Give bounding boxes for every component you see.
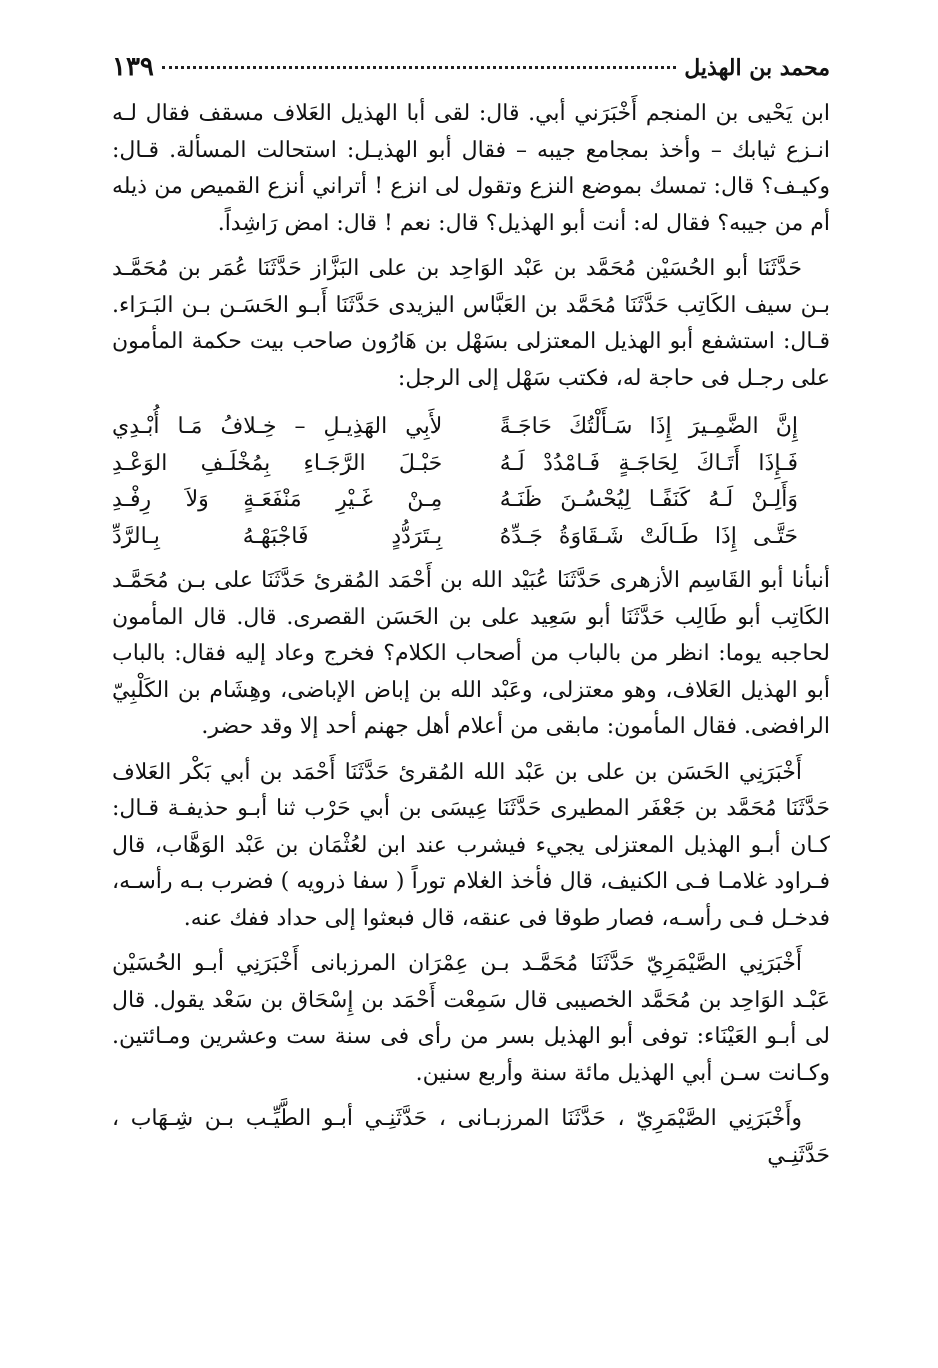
verse-first-hemistich: إِنَّ الضَّمِـيرَ إِذَا سَـأَلْتُكَ حَاجَـةً bbox=[499, 414, 798, 439]
paragraph: أَخْبَرَنِي الحَسَن بن على بن عَبْد الله المُقرئ حَدَّثَنَا أَحْمَد بن أبي بَكْر العَلاف حَدَّثَنَا مُحَمَّد بن جَعْفَر المطيرى حَدَّثَنَا عِيسَى بن أبي حَرْب ثنا أبـو حذيفـة قـال: كـان أبـو الهذيل المعتزلى يجيء فيشرب عند ابن لعُثْمَان بن عَبْد الوَهَّاب، قال فـراود غلامـا فـى الكنيف، قال فأخذ الغلام توراً ( سفا ذرويه ) فضرب بـه رأسـه، فدخـل فـى رأسـه، فصار طوقا فى عنقه، قال فبعثوا إلى حداد ففك عنه. bbox=[112, 759, 831, 931]
poem-verse bbox=[112, 482, 830, 519]
paragraph: وأَخْبَرَنِي الصَّيْمَرِيّ ، حَدَّثَنَا المرزبـانى ، حَدَّثَنِـي أبـو الطَّيِّـب بـن شِـهَاب ، حَدَّثَنِـي bbox=[112, 1106, 830, 1168]
paragraph: حَدَّثَنَا أبو الحُسَيْن مُحَمَّد بن عَبْد الوَاحِد بن على البَزَّاز حَدَّثَنَا عُمَر بن مُحَمَّـد بـن سيف الكَاتِب حَدَّثَنَا مُحَمَّد بن العَبَّاس اليزيدى حَدَّثَنَا أَبـو الحَسَـن بـن البَـرَاء. قـال: استشفع أبو الهذيل المعتزلى بسَهْل بن هَارُون صاحب بيت حكمة المأمون على رجـل فى حاجة له، فكتب سَهْل إلى الرجل: bbox=[112, 256, 830, 391]
verse-first-hemistich: حَتَّـى إِذَا طَـالَتْ شَـقَاوَةُ جَـدِّهُ bbox=[499, 523, 798, 549]
page-number: ١٣٩ bbox=[112, 52, 154, 82]
verse-second-hemistich: بِـتَرَدُّدٍ فَاجْبَهْـهُ بِـالرَّدِّ bbox=[112, 523, 443, 549]
poem-verse bbox=[112, 519, 830, 556]
paragraph: أَخْبَرَنِي الصَّيْمَرِيّ حَدَّثَنَا مُحَمَّـد بـن عِمْرَان المرزبانى أَخْبَرَنِي أبـو الحُسَيْن عَبْـد الوَاحِد بن مُحَمَّد الخصيبى قال سَمِعْت أَحْمَد بن إِسْحَاق بن سَعْد يقول. قال لى أبـو العَيْنَاء: توفى أبو الهذيل بسر من رأى فى سنة ست وعشرين ومـائتين. وكـانت سـن أبي الهذيل مائة سنة وأربع سنين. bbox=[112, 951, 830, 1086]
poem-verse bbox=[112, 409, 830, 446]
paragraph: ابن يَحْيى بن المنجم أَخْبَرَني أبي. قال: لقى أبا الهذيل العَلاف مسقف فقال لـه انـزع ثيابك – وأخذ بمجامع جيبه – فقال أبو الهذيـل: استحالت المسألة. قـال: وكيـف؟ قال: تمسك بموضع النزع وتقول لى انزع ! أتراني أنزع القميص من ذيله أم من جيبه؟ فقال له: أنت أبو الهذيل؟ قال: نعم ! قال: امض رَاشِداً. bbox=[112, 101, 830, 236]
poem-verse bbox=[112, 446, 830, 483]
verse-second-hemistich: مِـنْ غَـيْرِ مَنْفَعَـةٍ وَلاَ رِفْـدِ bbox=[112, 487, 443, 512]
verse-first-hemistich: وَأَلِـنْ لَـهُ كَنَفًـا لِيُحْسُـنَ ظَنَـهُ bbox=[499, 487, 798, 512]
paragraph: أنبأنا أبو القَاسِم الأزهرى حَدَّثَنَا عُبَيْد الله بن أَحْمَد المُقرئ حَدَّثَنَا على بـن مُحَمَّـد الكَاتِب أبو طَالِب حَدَّثَنَا أبو سَعِيد على بن الحَسَن القصرى. قال. قال المأمون لحاجبه يوما: انظر من بالباب من أصحاب الكلام؟ فخرج وعاد إليه فقال: بالباب أبو الهذيل العَلاف، وهو معتزلى، وعَبْد الله بن إباض الإباضى، وهِشَام بن الكَلْبِيّ الرافضى. فقال المأمون: مابقى من أعلام أهل جهنم أحد إلا وقد حضر. bbox=[112, 568, 830, 739]
poem bbox=[112, 409, 830, 555]
running-title: محمد بن الهذيل bbox=[684, 55, 830, 81]
verse-second-hemistich: حَبْـلَ الرَّجَـاءِ بِمُخْلَـفِ الوَعْـدِ bbox=[112, 450, 443, 476]
verse-second-hemistich: لأَبِي الهَذِيـلِ – خِـلافُ مَـا أُبْـدِي bbox=[112, 414, 443, 439]
leader-dots bbox=[162, 66, 676, 69]
verse-first-hemistich: فَـإِذَا أَتَـاكَ لِحَاجَـةٍ فَـامْدُدْ لَـهُ bbox=[499, 450, 798, 476]
running-header bbox=[112, 52, 830, 96]
